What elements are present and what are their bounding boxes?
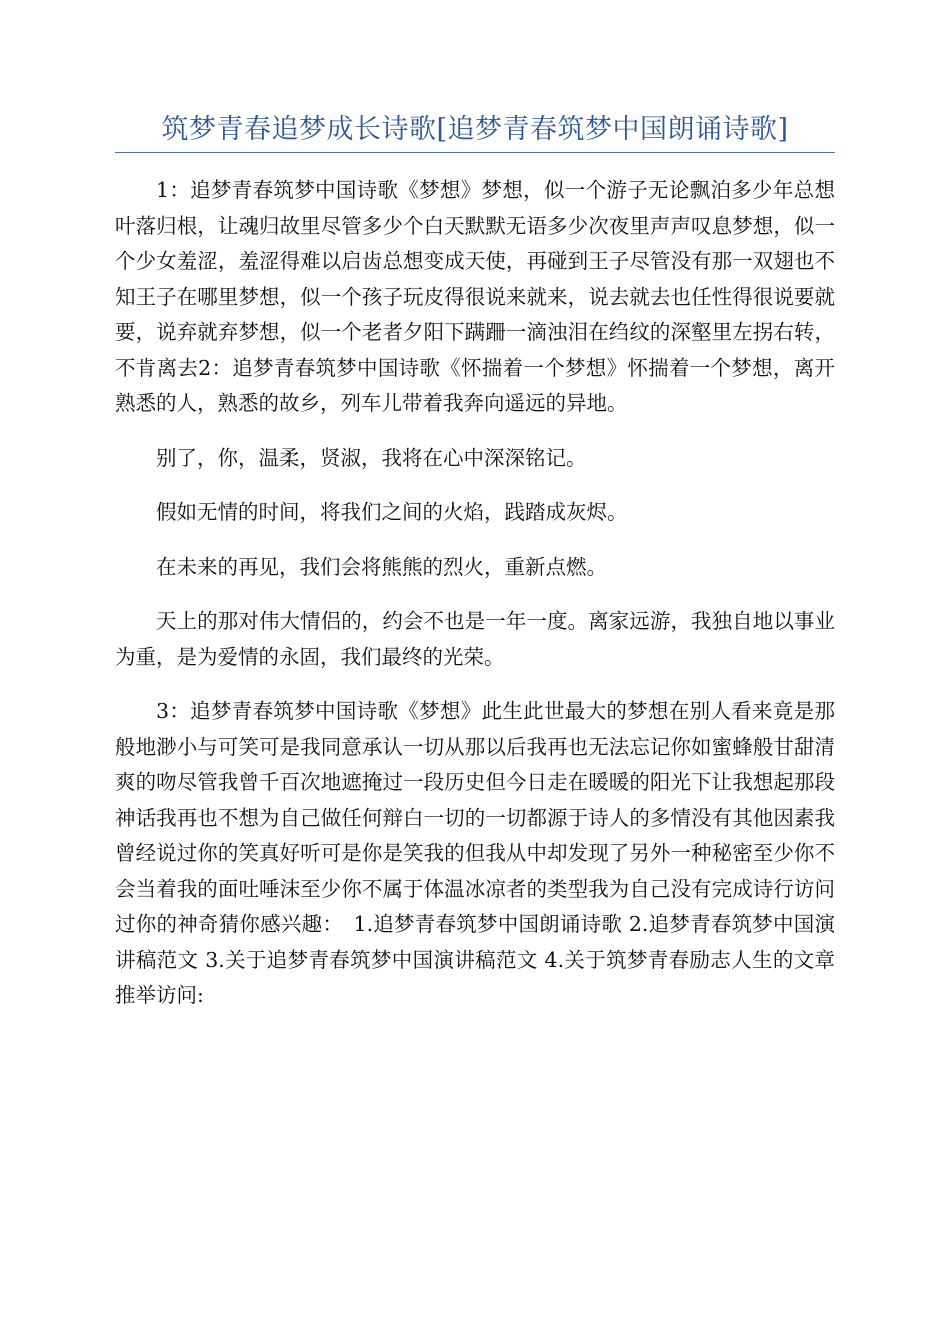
document-title: 筑梦青春追梦成长诗歌[追梦青春筑梦中国朗诵诗歌] xyxy=(161,114,789,145)
paragraph-2: 别了，你，温柔，贤淑，我将在心中深深铭记。 xyxy=(156,445,587,470)
paragraph-1: 1：追梦青春筑梦中国诗歌《梦想》梦想，似一个游子无论飘泊多少年总想叶落归根，让魂归故里尽管多少个白天默默无语多少次夜里声声叹息梦想，似一个少女羞涩，羞涩得难以启齿总想变成天使，再碰到王子尽管没有那一双翅也不知王子在哪里梦想，似一个孩子玩皮得很说来就来，说去就去也任性得很说要就要，说弃就弃梦想，似一个老者夕阳下蹒跚一滴浊泪在绉纹的深壑里左拐右转，不肯离去2：追梦青春筑梦中国诗歌《怀揣着一个梦想》怀揣着一个梦想，离开熟悉的人，熟悉的故乡，列车儿带着我奔向遥远的异地。 xyxy=(115,178,835,415)
paragraph-5: 天上的那对伟大情侣的，约会不也是一年一度。离家远游，我独自地以事业为重，是为爱情的永固，我们最终的光荣。 xyxy=(115,609,835,669)
paragraph-6: 3：追梦青春筑梦中国诗歌《梦想》此生此世最大的梦想在别人看来竟是那般地渺小与可笑可是我同意承认一切从那以后我再也无法忘记你如蜜蜂般甘甜清爽的吻尽管我曾千百次地遮掩过一段历史但今日走在暖暖的阳光下让我想起那段神话我再也不想为自己做任何辩白一切的一切都源于诗人的多情没有其他因素我曾经说过你的笑真好听可是你是笑我的但我从中却发现了另外一种秘密至少你不会当着我的面吐唾沫至少你不属于体温冰凉者的类型我为自己没有完成诗行访问过你的神奇猜你感兴趣： 1.追梦青春筑梦中国朗诵诗歌 2.追梦青春筑梦中国演讲稿范文 3.关于追梦青春筑梦中国演讲稿范文 4.关于筑梦青春励志人生的文章推举访问: xyxy=(115,699,835,1007)
paragraph-4: 在未来的再见，我们会将熊熊的烈火，重新点燃。 xyxy=(156,554,607,579)
paragraph-3: 假如无情的时间，将我们之间的火焰，践踏成灰烬。 xyxy=(156,500,628,524)
title-block xyxy=(115,112,835,153)
document-body xyxy=(115,173,835,1033)
